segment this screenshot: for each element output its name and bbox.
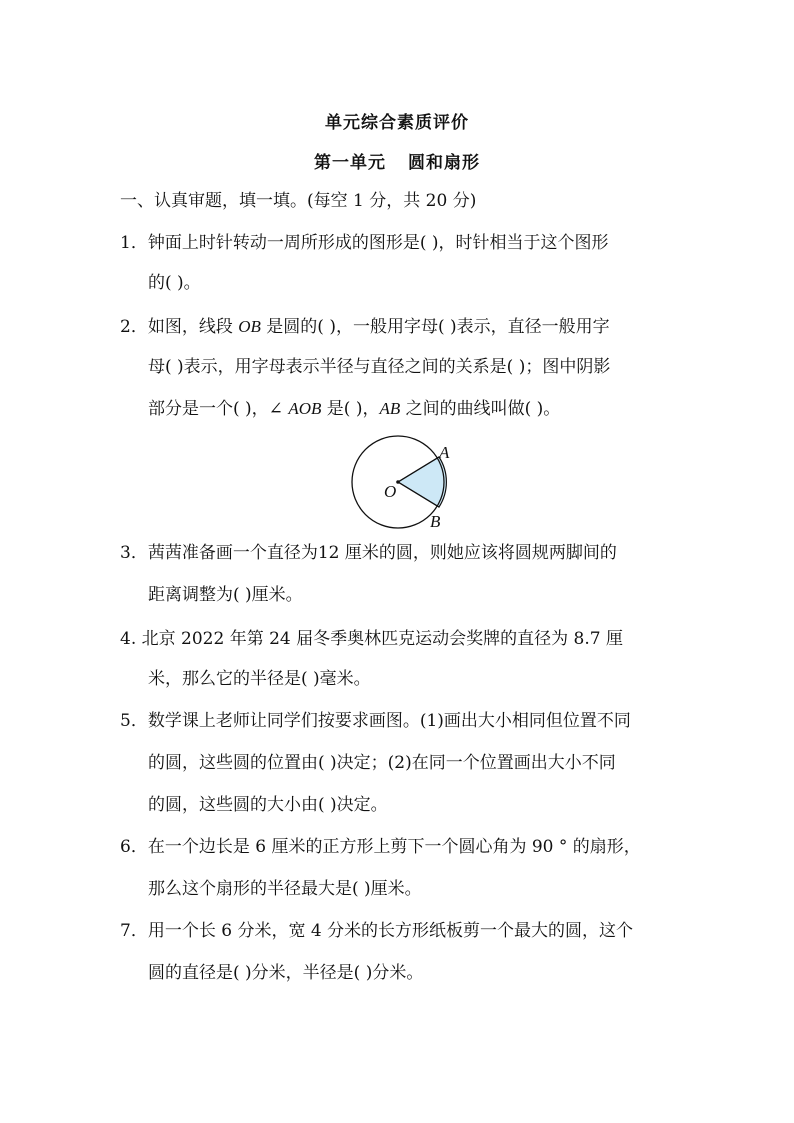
q2-text-b: 是圆的( )，一般用字母( )表示，直径一般用字 <box>260 317 610 337</box>
question-1-line-2: 的( )。 <box>148 273 201 293</box>
label-a: A <box>439 443 450 462</box>
question-3-line-2: 距离调整为( )厘米。 <box>148 585 303 605</box>
circle-sector-figure <box>340 430 470 540</box>
q2-var-ab: AB <box>379 399 401 418</box>
question-7-line-2: 圆的直径是( )分米，半径是( )分米。 <box>148 963 424 983</box>
question-5-line-2: 的圆，这些圆的位置由( )决定；(2)在同一个位置画出大小不同 <box>148 753 616 773</box>
q2-text-e: 之间的曲线叫做( )。 <box>400 399 561 419</box>
section-heading: 一、认真审题，填一填。(每空 1 分，共 20 分) <box>120 191 477 211</box>
unit-number: 第一单元 <box>314 153 386 173</box>
unit-subtitle <box>0 148 794 173</box>
label-o: O <box>384 482 397 501</box>
q2-var-ob: OB <box>238 317 261 336</box>
question-4-line-2: 米，那么它的半径是( )毫米。 <box>148 669 371 689</box>
unit-topic: 圆和扇形 <box>408 153 480 173</box>
question-5-line-1: 5．数学课上老师让同学们按要求画图。(1)画出大小相同但位置不同 <box>120 711 631 731</box>
question-7-line-1: 7．用一个长 6 分米，宽 4 分米的长方形纸板剪一个最大的圆，这个 <box>120 921 634 941</box>
question-2-line-1 <box>120 316 610 338</box>
question-4-line-1: 4. 北京 2022 年第 24 届冬季奥林匹克运动会奖牌的直径为 8.7 厘 <box>120 629 623 649</box>
center-point <box>396 480 400 484</box>
label-b: B <box>430 512 441 531</box>
q2-text-c: 部分是一个( )，∠ <box>148 399 289 419</box>
q2-text-a: 2．如图，线段 <box>120 317 239 337</box>
question-2-line-3 <box>148 398 560 420</box>
question-6-line-2: 那么这个扇形的半径最大是( )厘米。 <box>148 879 422 899</box>
shaded-sector <box>398 457 446 507</box>
question-5-line-3: 的圆，这些圆的大小由( )决定。 <box>148 795 388 815</box>
question-6-line-1: 6．在一个边长是 6 厘米的正方形上剪下一个圆心角为 90 ° 的扇形， <box>120 837 641 857</box>
question-3-line-1: 3．茜茜准备画一个直径为12 厘米的圆，则她应该将圆规两脚间的 <box>120 543 617 563</box>
page-title: 单元综合素质评价 <box>325 113 469 133</box>
question-2-line-2: 母( )表示，用字母表示半径与直径之间的关系是( )；图中阴影 <box>148 357 611 377</box>
q2-var-aob: AOB <box>288 399 322 418</box>
q2-text-d: 是( )， <box>321 399 380 419</box>
question-1-line-1: 1．钟面上时针转动一周所形成的图形是( )，时针相当于这个图形 <box>120 233 609 253</box>
